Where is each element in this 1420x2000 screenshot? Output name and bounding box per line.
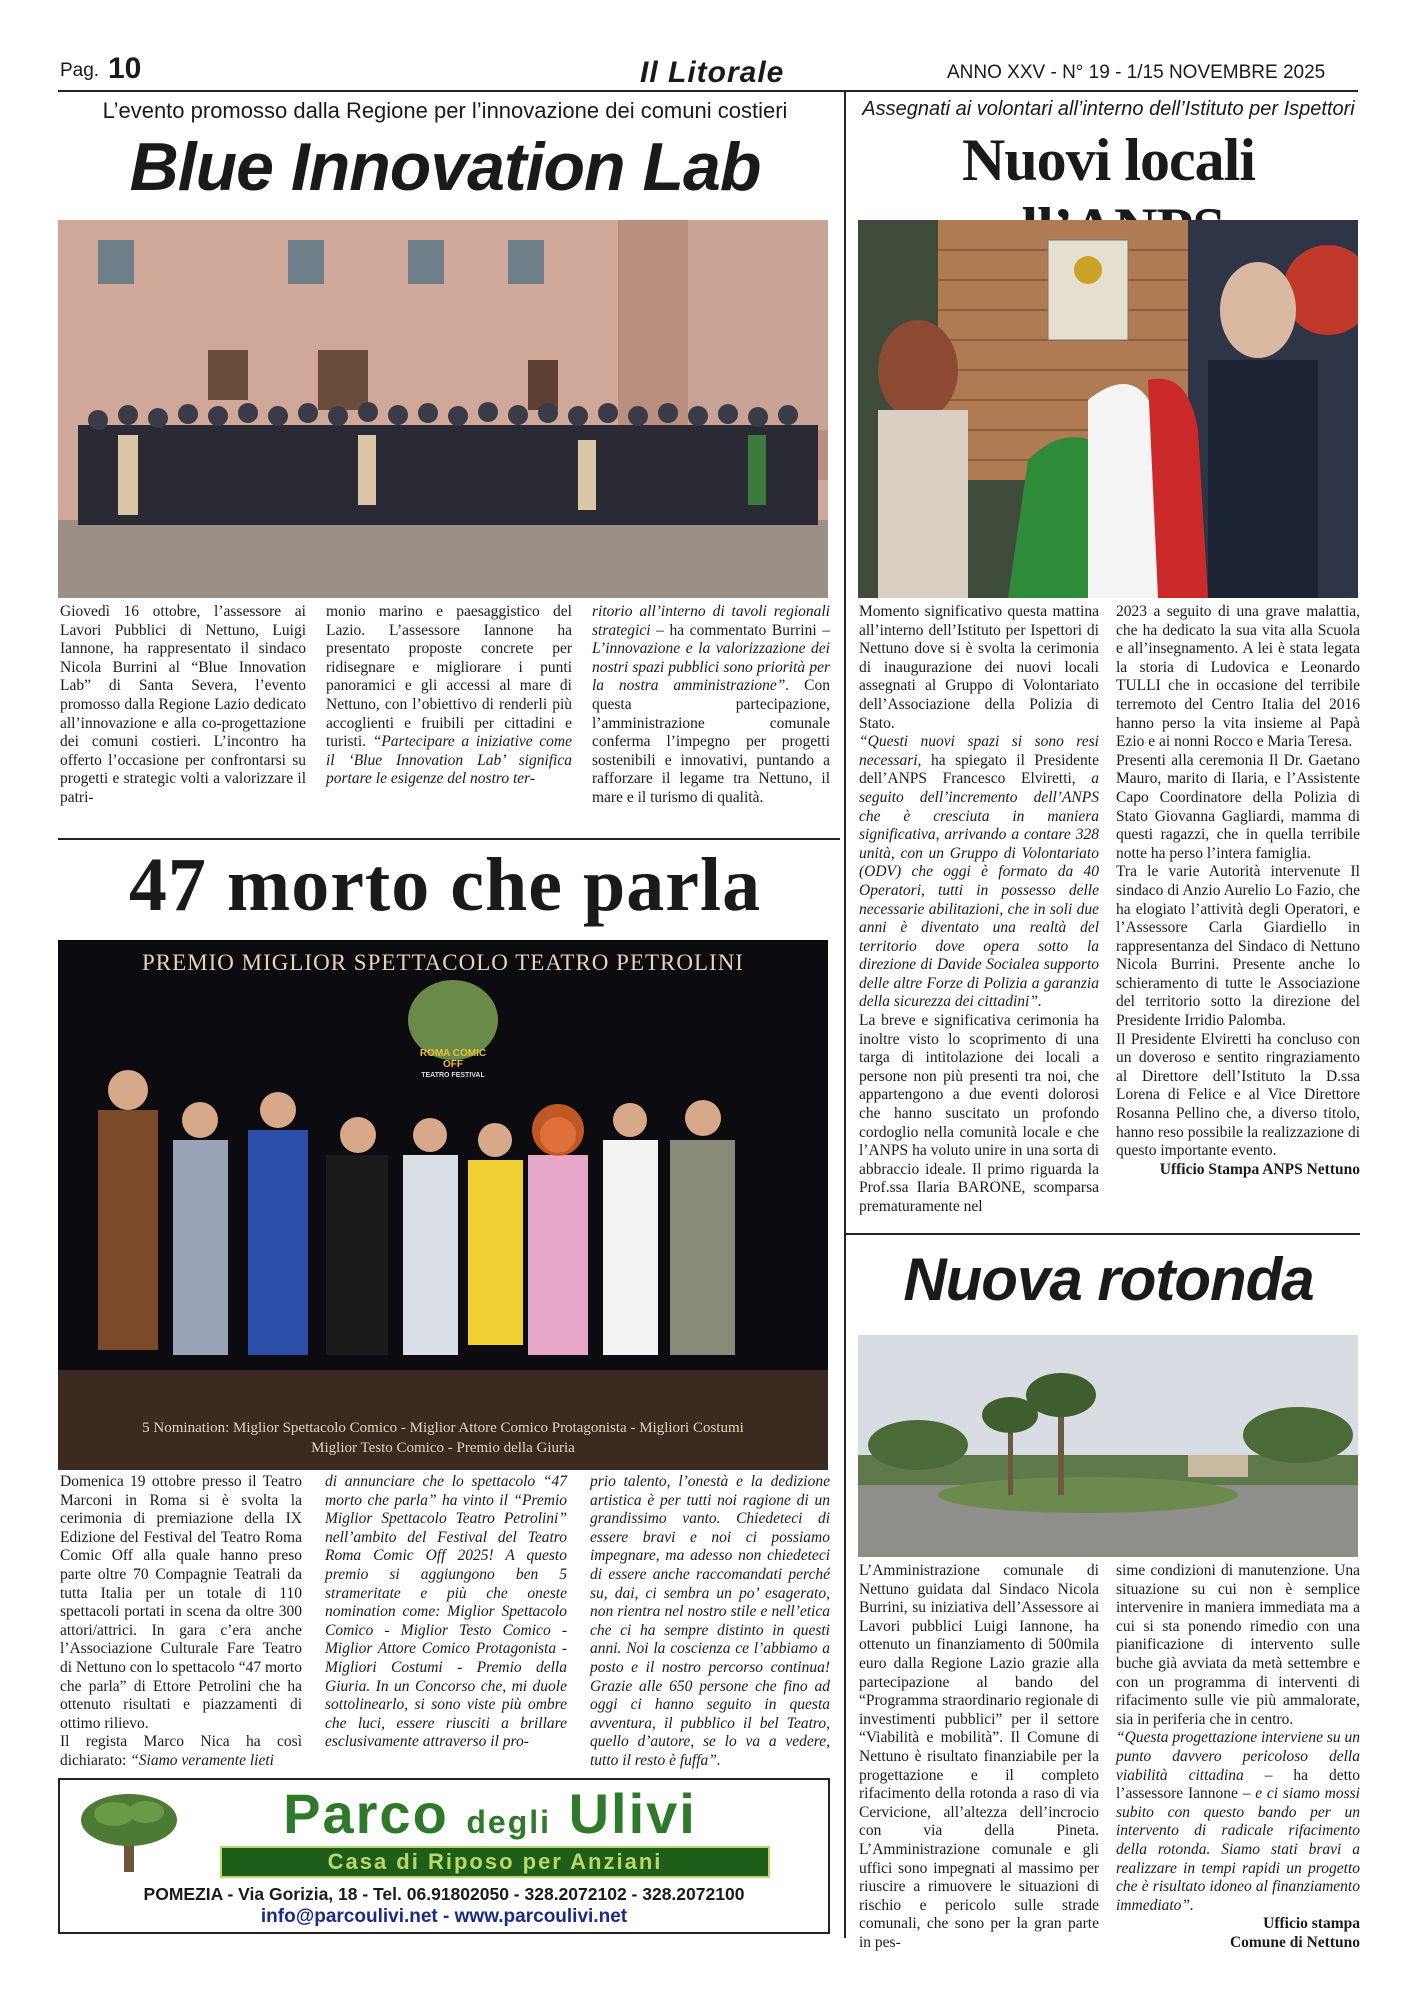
flag-unveiling-photo-icon — [858, 220, 1358, 598]
rotonda-signature-1: Ufficio stampa — [1263, 1915, 1360, 1933]
theater-col3: prio talento, l’onestà e la dedizione artistica è per tutti noi ragione di un grandissimo vanto. Chiedeteci di essere bravi e noi ci possiamo impegnare, ma adesso non chiedeteci di essere anche raccomandati perché su, dai, ci sembra un po’ esagerato, non rientra nel nostro stile e nell’etica che ci ha sempre distinto in questi anni. Noi la coscienza ce l’abbiamo a posto e il nostro percorso continua! Grazie alle 650 persone che fino ad oggi ci hanno seguito in questa avventura, il pubblico il bel Teatro, quello d’autore, se lo va a vedere, tutto il resto è fuffa”. — [590, 1473, 830, 1769]
olive-tree-icon — [74, 1790, 184, 1876]
theater-photo — [58, 940, 828, 1470]
rotonda-col2: sime condizioni di manutenzione. Una situazione su cui non è semplice intervenire in maniera immediata ma a cui si sta ponendo rimedio con una pianificazione di intervento sulle buche già avviata da metà settembre e con un programma di interventi di rifacimento sulle vie più ammalorate, sia in periferia che in centro. “Questa progettazione interviene su un punto davvero pericoloso della viabilità cittadina – ha detto l’assessore Iannone – e ci siamo mossi subito con questo bando per un intervento di radicale rifacimento della rotonda. Siamo stati bravi a realizzare in tempi rapidi un progetto che è risultato idoneo al finanziamento immediato”. Ufficio stampa Comune di Nettuno — [1116, 1562, 1360, 1951]
blue-col1: Giovedì 16 ottobre, l’assessore ai Lavori Pubblici di Nettuno, Luigi Iannone, ha rappresentato il sindaco Nicola Burrini al “Blue Innovation Lab” di Santa Severa, l’evento promosso dalla Regione Lazio dedicato all’innovazione e alla co-progettazione dei comuni costieri. L’incontro ha offerto l’occasione per confrontarsi su progetti e strategic volti a valorizzare il patri- — [60, 603, 306, 806]
anps-col2: 2023 a seguito di una grave malattia, che ha dedicato la sua vita alla Scuola e all’insegnamento. A lei è stata legata la storia di Ludovica e Leonardo TULLI che in occasione del terribile terremoto del Centro Italia del 2016 hanno perso la vita insieme al Papà Ezio e ai nonni Rocco e Maria Teresa. Presenti alla ceremonia Il Dr. Gaetano Mauro, marito di Ilaria, e l’Assistente Capo Coordinatore della Polizia di Stato Giovanna Gagliardi, mamma di questi ragazzi, che in quella terribile notte ha perso l’intera famiglia. Tra le varie Autorità intervenute Il sindaco di Anzio Aurelio Lo Fazio, che ha elogiato l’attività degli Operatori, e l’Assessore Carla Giardiello in rappresentanza del Sindaco di Nettuno Nicola Burrini. Presente anche lo schieramento di tutte le Associazione del territorio sotto la direzione del Presidente Irridio Palomba. Il Presidente Elviretti ha concluso con un doveroso e sentito ringraziamento al Direttore dell’Istituto la D.ssa Lorena di Felice e al Vice Direttore Rosanna Pellino che, a diverso titolo, hanno reso possibile la realizzazione di questo importante evento. Ufficio Stampa ANPS Nettuno — [1116, 603, 1360, 1178]
rotonda-col1: L’Amministrazione comunale di Nettuno guidata dal Sindaco Nicola Burrini, su iniziativa dell’Assessore ai Lavori pubblici Luigi Iannone, ha ottenuto un finanziamento di 500mila euro dalla Regione Lazio grazie alla partecipazione al bando del “Programma straordinario regionale di investimenti pubblici” per il settore “Viabilità e mobilità”. Il Comune di Nettuno è risultato finanziabile per la progettazione e il completo rifacimento della rotonda a raso di via Cervicione, all’altezza dell’incrocio con via della Pineta. L’Amministrazione comunale e gli uffici sono impegnati al massimo per riuscire a rimuovere le situazioni di rischio e pericolo sulle strade comunali, che sono per la gran parte in pes- — [859, 1562, 1099, 1951]
masthead: Il Litorale — [640, 56, 785, 89]
theater-col1: Domenica 19 ottobre presso il Teatro Marconi in Roma si è svolta la cerimonia di premiazione della IX Edizione del Festival del Teatro Roma Comic Off alla quale hanno preso parte oltre 70 Compagnie Teatrali da tutta Italia per un totale di 110 spettacoli portati in scena da oltre 300 attori/attrici. In gara c’era anche l’Associazione Culturale Fare Teatro di Nettuno con lo spettacolo “47 morto che parla” di Ettore Petrolini che ha ottenuto risultati e piazzamenti di ottimo rilievo. Il regista Marco Nica ha così dichiarato: “Siamo veramente lieti — [60, 1473, 302, 1769]
theater-banner: PREMIO MIGLIOR SPETTACOLO TEATRO PETROLINI — [142, 950, 744, 975]
rotonda-signature-2: Comune di Nettuno — [1229, 1933, 1360, 1951]
ad-title: Parco degli Ulivi — [283, 1782, 697, 1845]
blue-col2: monio marino e paesaggistico del Lazio. L’assessore Iannone ha presentato proposte concrete per ridisegnare e migliorare i punti panoramici e gli accessi al mare di Nettuno, con l’obiettivo di renderli più accoglienti e fruibili per cittadini e turisti. “Partecipare a iniziative come il ‘Blue Innovation Lab’ significa portare le esigenze del nostro ter- — [326, 603, 573, 788]
anps-signature: Ufficio Stampa ANPS Nettuno — [1159, 1160, 1360, 1178]
theater-cast-photo-icon — [58, 940, 828, 1470]
ad-contacts[interactable]: info@parcoulivi.net - www.parcoulivi.net — [260, 1906, 628, 1927]
blue-kicker: L’evento promosso dalla Regione per l’innovazione dei comuni costieri — [102, 98, 788, 123]
blue-title: Blue Innovation Lab — [129, 129, 761, 205]
ad-subtitle: Casa di Riposo per Anziani — [220, 1846, 770, 1878]
issue-info: ANNO XXV - N° 19 - 1/15 NOVEMBRE 2025 — [947, 62, 1326, 83]
ad-parco-ulivi[interactable] — [58, 1778, 830, 1934]
page-number: 10 — [108, 52, 142, 85]
group-photo-icon — [58, 220, 828, 598]
anps-col1: Momento significativo questa mattina all’interno dell’Istituto per Ispettori di Nettuno dove si è svolta la cerimonia di inaugurazione dei nuovi locali assegnati al Gruppo di Volontariato dell’Associazione della Polizia di Stato. “Questi nuovi spazi si sono resi necessari, ha spiegato il Presidente dell’ANPS Francesco Elviretti, a seguito dell’incremento dell’ANPS che è cresciuta in maniera significativa, arrivando a contare 328 unità, con un Gruppo di Volontariato (ODV) che oggi è formato da 40 Operatori, tutti in possesso delle necessarie abilitazioni, che in soli due anni è diventato una realtà del territorio dove opera sotto la direzione di Davide Socialea supporto delle altre Forze di Polizia a garanzia della sicurezza dei cittadini”. La breve e significativa cerimonia ha inoltre visto lo scoprimento di una targa di intitolazione dei locali a persone non più presenti tra noi, che appartengono a due eventi dolorosi che hanno suscitato un profondo cordoglio nella comunità locale e che l’ANPS ha voluto unire in una sorta di abbraccio ideale. Il primo riguarda la Prof.ssa Ilaria BARONE, scomparsa prematuramente nel — [859, 603, 1099, 1215]
blue-photo — [58, 220, 828, 598]
section-rule-1 — [58, 838, 840, 840]
ad-address: POMEZIA - Via Gorizia, 18 - Tel. 06.91802050 - 328.2072102 - 328.2072100 — [143, 1884, 745, 1904]
page-label: Pag. — [60, 60, 100, 81]
roundabout-photo-icon — [858, 1335, 1358, 1557]
theater-title: 47 morto che parla — [128, 843, 762, 927]
theater-caption: 5 Nomination: Miglior Spettacolo Comico - Miglior Attore Comico Protagonista - Migliori Costumi Miglior Testo Comico - Premio della Giuria — [142, 1420, 744, 1456]
theater-col2: di annunciare che lo spettacolo “47 morto che parla” ha vinto il “Premio Miglior Spettacolo Teatro Petrolini” nell’ambito del Festival del Teatro Roma Comic Off 2025! A questo premio si aggiungono ben 5 strameritate e più che oneste nomination come: Miglior Spettacolo Comico - Miglior Testo Comico - Miglior Attore Comico Protagonista - Migliori Costumi - Premio della Giuria. In un Concorso che, mi duole sottolinearlo, si sono viste più ombre che luci, essere riusciti a brillare esclusivamente attraverso il pro- — [325, 1473, 567, 1751]
rotonda-photo — [858, 1335, 1358, 1557]
blue-col3: ritorio all’interno di tavoli regionali strategici – ha commentato Burrini – L’innovazione e la valorizzazione dei nostri spazi pubblici sono priorità per la nostra amministrazione”. Con questa partecipazione, l’amministrazione comunale conferma l’impegno per progetti sostenibili e innovativi, puntando a rafforzare il legame tra Nettuno, il mare e il turismo di qualità. — [592, 603, 831, 806]
anps-photo — [858, 220, 1358, 598]
festival-logo: ROMA COMIC OFF TEATRO FESTIVAL — [419, 1048, 487, 1079]
section-rule-2 — [846, 1233, 1360, 1235]
rotonda-title: Nuova rotonda — [903, 1246, 1314, 1313]
column-rule — [844, 92, 846, 1938]
anps-title: Nuovi locali — [961, 127, 1255, 193]
anps-kicker: Assegnati ai volontari all’interno dell’Istituto per Ispettori — [862, 98, 1355, 120]
header-rule — [58, 90, 1358, 92]
